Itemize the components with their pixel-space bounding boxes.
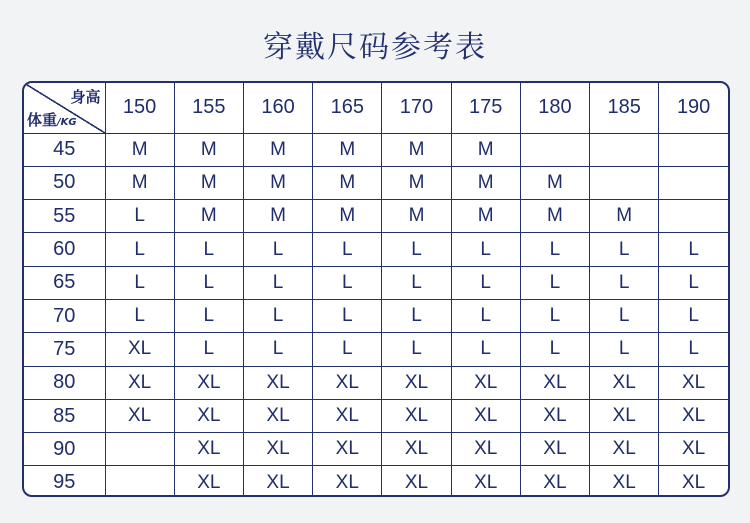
- size-cell: L: [313, 299, 382, 332]
- size-cell: M: [243, 133, 312, 166]
- size-cell: L: [313, 266, 382, 299]
- size-cell: M: [313, 133, 382, 166]
- size-cell: L: [174, 333, 243, 366]
- size-cell: L: [590, 333, 659, 366]
- size-cell: [659, 166, 728, 199]
- table-row: [24, 299, 728, 332]
- height-header-cell: 160: [243, 83, 312, 133]
- size-cell: L: [105, 266, 174, 299]
- size-cell: L: [313, 333, 382, 366]
- size-cell: L: [451, 233, 520, 266]
- size-cell: L: [659, 333, 728, 366]
- size-cell: XL: [451, 466, 520, 497]
- size-cell: M: [313, 166, 382, 199]
- size-cell: L: [659, 233, 728, 266]
- height-header-cell: 190: [659, 83, 728, 133]
- size-cell: L: [451, 299, 520, 332]
- size-cell: [520, 133, 589, 166]
- height-header-cell: 180: [520, 83, 589, 133]
- weight-cell: 90: [24, 433, 105, 466]
- size-cell: L: [174, 299, 243, 332]
- weight-cell: 55: [24, 200, 105, 233]
- size-cell: XL: [659, 466, 728, 497]
- table-row: [24, 233, 728, 266]
- weight-cell: 65: [24, 266, 105, 299]
- size-cell: M: [105, 133, 174, 166]
- weight-cell: 60: [24, 233, 105, 266]
- size-cell: L: [243, 333, 312, 366]
- size-cell: M: [174, 166, 243, 199]
- height-header-cell: 150: [105, 83, 174, 133]
- size-cell: L: [590, 233, 659, 266]
- size-cell: XL: [382, 433, 451, 466]
- size-cell: L: [382, 299, 451, 332]
- size-cell: XL: [174, 466, 243, 497]
- size-cell: M: [590, 200, 659, 233]
- size-cell: XL: [105, 366, 174, 399]
- weight-cell: 85: [24, 399, 105, 432]
- size-cell: XL: [243, 466, 312, 497]
- table-row: [24, 200, 728, 233]
- size-cell: L: [105, 200, 174, 233]
- size-cell: L: [451, 333, 520, 366]
- size-cell: XL: [313, 366, 382, 399]
- weight-cell: 75: [24, 333, 105, 366]
- size-cell: L: [174, 233, 243, 266]
- size-cell: XL: [659, 366, 728, 399]
- size-cell: XL: [105, 333, 174, 366]
- size-cell: M: [243, 200, 312, 233]
- size-cell: [659, 200, 728, 233]
- size-cell: M: [174, 200, 243, 233]
- size-cell: XL: [313, 433, 382, 466]
- size-cell: XL: [659, 399, 728, 432]
- corner-header-cell: [24, 83, 105, 133]
- weight-cell: 50: [24, 166, 105, 199]
- size-cell: XL: [174, 399, 243, 432]
- size-cell: XL: [313, 466, 382, 497]
- size-cell: [659, 133, 728, 166]
- size-cell: [105, 466, 174, 497]
- table-row: [24, 433, 728, 466]
- table-row: [24, 366, 728, 399]
- size-cell: XL: [382, 399, 451, 432]
- weight-cell: 80: [24, 366, 105, 399]
- size-cell: L: [243, 266, 312, 299]
- height-header-row: [24, 83, 728, 133]
- size-cell: XL: [451, 366, 520, 399]
- size-cell: M: [520, 166, 589, 199]
- size-cell: XL: [590, 399, 659, 432]
- size-cell: XL: [520, 433, 589, 466]
- size-cell: L: [659, 299, 728, 332]
- height-header-cell: 185: [590, 83, 659, 133]
- size-cell: M: [105, 166, 174, 199]
- height-header-cell: 165: [313, 83, 382, 133]
- height-header-cell: 155: [174, 83, 243, 133]
- height-header-cell: 175: [451, 83, 520, 133]
- size-cell: M: [451, 133, 520, 166]
- size-cell: XL: [382, 366, 451, 399]
- size-cell: L: [243, 299, 312, 332]
- size-cell: L: [105, 299, 174, 332]
- size-cell: M: [243, 166, 312, 199]
- size-cell: L: [659, 266, 728, 299]
- page-title: 穿戴尺码参考表: [263, 30, 487, 65]
- height-header-cell: 170: [382, 83, 451, 133]
- size-cell: L: [382, 266, 451, 299]
- weight-cell: 70: [24, 299, 105, 332]
- weight-unit: /KG: [57, 116, 77, 128]
- table-row: [24, 466, 728, 497]
- size-cell: M: [382, 200, 451, 233]
- table-row: [24, 133, 728, 166]
- size-cell: XL: [451, 399, 520, 432]
- size-cell: L: [520, 233, 589, 266]
- size-cell: [590, 166, 659, 199]
- size-cell: M: [451, 200, 520, 233]
- size-cell: XL: [520, 366, 589, 399]
- size-cell: XL: [243, 399, 312, 432]
- size-cell: L: [382, 333, 451, 366]
- size-cell: XL: [451, 433, 520, 466]
- size-cell: XL: [105, 399, 174, 432]
- size-cell: L: [520, 299, 589, 332]
- size-cell: M: [174, 133, 243, 166]
- size-chart-table: [22, 81, 730, 497]
- size-cell: M: [520, 200, 589, 233]
- table-row: [24, 166, 728, 199]
- size-cell: XL: [590, 466, 659, 497]
- size-cell: XL: [520, 466, 589, 497]
- height-axis-label: 身高: [70, 88, 101, 106]
- size-cell: XL: [243, 433, 312, 466]
- size-cell: L: [243, 233, 312, 266]
- size-cell: XL: [659, 433, 728, 466]
- size-cell: XL: [313, 399, 382, 432]
- size-cell: XL: [520, 399, 589, 432]
- size-cell: L: [105, 233, 174, 266]
- size-cell: L: [451, 266, 520, 299]
- size-cell: XL: [243, 366, 312, 399]
- size-cell: M: [451, 166, 520, 199]
- size-cell: L: [590, 266, 659, 299]
- size-cell: XL: [174, 433, 243, 466]
- size-cell: M: [382, 166, 451, 199]
- size-cell: L: [174, 266, 243, 299]
- table-row: [24, 333, 728, 366]
- size-cell: L: [520, 266, 589, 299]
- size-cell: XL: [382, 466, 451, 497]
- size-cell: XL: [174, 366, 243, 399]
- size-cell: [590, 133, 659, 166]
- size-cell: L: [590, 299, 659, 332]
- size-cell: L: [313, 233, 382, 266]
- size-cell: L: [520, 333, 589, 366]
- size-cell: L: [382, 233, 451, 266]
- size-cell: M: [382, 133, 451, 166]
- size-cell: M: [313, 200, 382, 233]
- weight-label-text: 体重: [27, 110, 58, 129]
- table-row: [24, 399, 728, 432]
- weight-cell: 45: [24, 133, 105, 166]
- table-row: [24, 266, 728, 299]
- weight-axis-label: [27, 109, 77, 130]
- size-cell: XL: [590, 433, 659, 466]
- size-cell: XL: [590, 366, 659, 399]
- size-cell: [105, 433, 174, 466]
- weight-cell: 95: [24, 466, 105, 497]
